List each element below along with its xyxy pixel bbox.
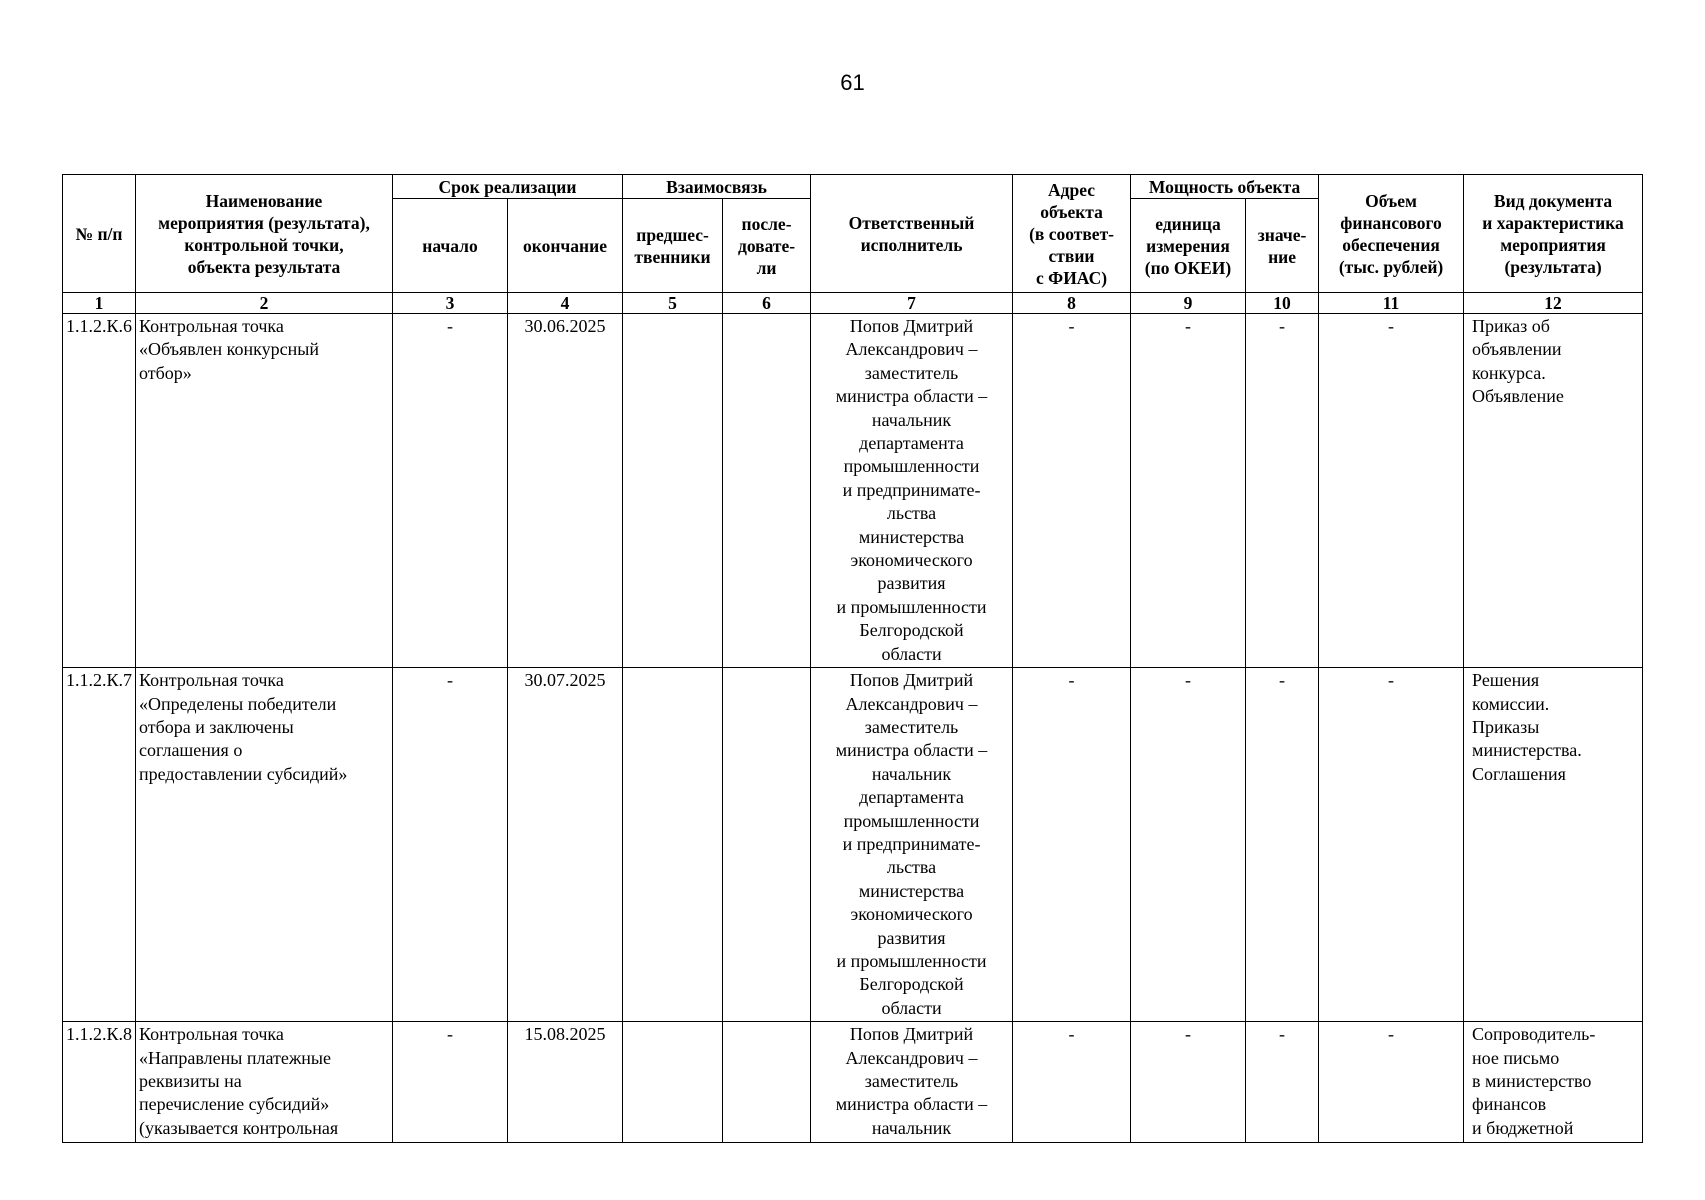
header-responsible: Ответственный исполнитель xyxy=(811,175,1013,293)
row-name: Контрольная точка «Определены победители отбора и заключены соглашения о предоставлении субсидий» xyxy=(136,668,393,1022)
header-doc-type: Вид документа и характеристика мероприятия (результата) xyxy=(1464,175,1643,293)
column-number: 12 xyxy=(1464,293,1643,314)
column-numbers-row xyxy=(63,293,1643,314)
row-value: - xyxy=(1246,1022,1319,1143)
page-number: 61 xyxy=(840,70,865,95)
column-number: 11 xyxy=(1319,293,1464,314)
row-name xyxy=(136,1022,393,1143)
column-number: 9 xyxy=(1131,293,1246,314)
row-successors xyxy=(723,668,811,1022)
table-row xyxy=(63,1022,1643,1143)
header-value: значе- ние xyxy=(1246,199,1319,293)
row-doc-type: Приказ об объявлении конкурса. Объявление xyxy=(1464,314,1643,668)
column-number: 1 xyxy=(63,293,136,314)
row-responsible: Попов Дмитрий Александрович – заместитель министра области – начальник департамента промышленности и предпринимате- льства министерства экономического развития и промышленности Белгородской области xyxy=(811,314,1013,668)
row-end: 30.07.2025 xyxy=(508,668,623,1022)
header-name: Наименование мероприятия (результата), контрольной точки, объекта результата xyxy=(136,175,393,293)
row-num: 1.1.2.К.7 xyxy=(63,668,136,1022)
row-unit: - xyxy=(1131,668,1246,1022)
row-name: Контрольная точка «Объявлен конкурсный отбор» xyxy=(136,314,393,668)
row-finance: - xyxy=(1319,314,1464,668)
column-number: 10 xyxy=(1246,293,1319,314)
row-successors xyxy=(723,314,811,668)
row-predecessors xyxy=(623,668,723,1022)
header-capacity-group: Мощность объекта xyxy=(1131,175,1319,199)
column-number: 3 xyxy=(393,293,508,314)
row-finance: - xyxy=(1319,668,1464,1022)
table-row xyxy=(63,314,1643,668)
row-responsible xyxy=(811,1022,1013,1143)
column-number: 6 xyxy=(723,293,811,314)
column-number: 8 xyxy=(1013,293,1131,314)
plan-table xyxy=(62,174,1643,1143)
table-header xyxy=(63,175,1643,314)
column-number: 5 xyxy=(623,293,723,314)
column-number: 2 xyxy=(136,293,393,314)
header-term-group: Срок реализации xyxy=(393,175,623,199)
row-end: 30.06.2025 xyxy=(508,314,623,668)
row-predecessors xyxy=(623,314,723,668)
row-value: - xyxy=(1246,314,1319,668)
row-start: - xyxy=(393,1022,508,1143)
row-start: - xyxy=(393,314,508,668)
row-predecessors xyxy=(623,1022,723,1143)
row-doc-type: Решения комиссии. Приказы министерства. Соглашения xyxy=(1464,668,1643,1022)
row-address: - xyxy=(1013,1022,1131,1143)
header-unit: единица измерения (по ОКЕИ) xyxy=(1131,199,1246,293)
header-address: Адрес объекта (в соответ- ствии с ФИАС) xyxy=(1013,175,1131,293)
row-start: - xyxy=(393,668,508,1022)
header-num: № п/п xyxy=(63,175,136,293)
row-responsible: Попов Дмитрий Александрович – заместитель министра области – начальник департамента промышленности и предпринимате- льства министерства экономического развития и промышленности Белгородской области xyxy=(811,668,1013,1022)
column-number: 7 xyxy=(811,293,1013,314)
row-doc-type-text: Сопроводитель- ное письмо в министерство финансов и бюджетной xyxy=(1472,1024,1596,1138)
row-address: - xyxy=(1013,668,1131,1022)
column-number: 4 xyxy=(508,293,623,314)
row-finance: - xyxy=(1319,1022,1464,1143)
row-successors xyxy=(723,1022,811,1143)
row-value: - xyxy=(1246,668,1319,1022)
row-doc-type xyxy=(1464,1022,1643,1143)
row-address: - xyxy=(1013,314,1131,668)
row-num: 1.1.2.К.8 xyxy=(63,1022,136,1143)
header-predecessors: предшес- твенники xyxy=(623,199,723,293)
table-row xyxy=(63,668,1643,1022)
header-finance: Объем финансового обеспечения (тыс. рублей) xyxy=(1319,175,1464,293)
row-end: 15.08.2025 xyxy=(508,1022,623,1143)
row-responsible-text: Попов Дмитрий Александрович – заместитель министра области – начальник xyxy=(835,1024,988,1138)
row-num: 1.1.2.К.6 xyxy=(63,314,136,668)
header-start: начало xyxy=(393,199,508,293)
row-unit: - xyxy=(1131,1022,1246,1143)
header-link-group: Взаимосвязь xyxy=(623,175,811,199)
row-name-text: Контрольная точка «Направлены платежные реквизиты на перечисление субсидий» (указывается контрольная xyxy=(139,1024,339,1138)
header-end: окончание xyxy=(508,199,623,293)
header-successors: после- довате- ли xyxy=(723,199,811,293)
row-unit: - xyxy=(1131,314,1246,668)
